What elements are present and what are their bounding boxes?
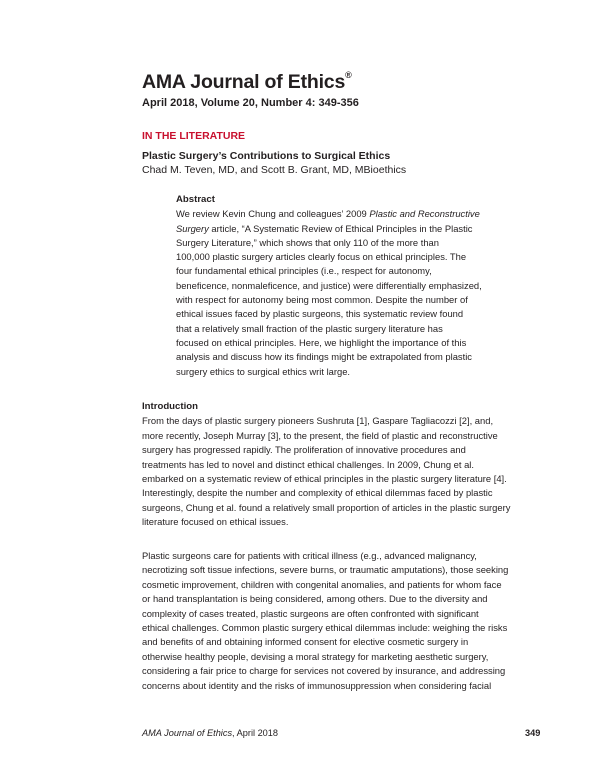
abstract-line: with respect for autonomy being most common. Despite the number of — [176, 294, 468, 306]
abstract-line — [176, 207, 536, 221]
body-line: or hand transplantation is being considered, among others. Due to the diversity and — [142, 593, 488, 605]
body-line: treatments has led to novel and distinct ethical challenges. In 2009, Chung et al. — [142, 458, 474, 470]
abstract-journal-italic-2: Surgery — [176, 222, 209, 234]
article-title: Plastic Surgery’s Contributions to Surgical Ethics — [142, 150, 391, 162]
body-line: Interestingly, despite the number and complexity of ethical dilemmas faced by plastic — [142, 487, 493, 499]
page-number: 349 — [525, 728, 541, 738]
abstract-line: analysis and discuss how its findings might be extrapolated from plastic — [176, 351, 472, 363]
journal-title-text: AMA Journal of Ethics — [142, 71, 346, 93]
abstract-line — [176, 222, 536, 236]
body-line: necrotizing soft tissue infections, severe burns, or traumatic amputations), those seeking — [142, 564, 509, 576]
abstract — [176, 193, 536, 379]
body-line: ethical challenges. Common plastic surgery ethical dilemmas include: weighing the risks — [142, 622, 508, 634]
body-line: surgery has progressed rapidly. The proliferation of innovative procedures and — [142, 444, 466, 456]
abstract-line: beneficence, nonmaleficence, and justice) were differentially emphasized, — [176, 279, 482, 291]
body-line: Plastic surgeons care for patients with critical illness (e.g., advanced malignancy, — [142, 550, 477, 561]
page-footer — [142, 728, 278, 738]
body-line: and benefits of and obtaining informed consent for elective cosmetic surgery in — [142, 636, 469, 648]
body-paragraph-2 — [142, 549, 552, 693]
introduction-section — [142, 400, 552, 530]
abstract-line2-text: article, “A Systematic Review of Ethical Principles in the Plastic — [208, 222, 473, 234]
introduction-heading: Introduction — [142, 401, 198, 412]
footer-journal: AMA Journal of Ethics — [142, 728, 233, 738]
body-line: otherwise healthy people, devising a moral strategy for marketing aesthetic surgery, — [142, 650, 489, 662]
body-line: surgeons, Chung et al. found a relatively small proportion of articles in the plastic surgery — [142, 501, 511, 513]
body-line: From the days of plastic surgery pioneers Sushruta [1], Gaspare Tagliacozzi [2], and, — [142, 415, 494, 427]
body-line: more recently, Joseph Murray [3], to the present, the field of plastic and reconstructive — [142, 429, 498, 441]
abstract-line: four fundamental ethical principles (i.e., respect for autonomy, — [176, 265, 432, 277]
issue-line: April 2018, Volume 20, Number 4: 349-356 — [142, 97, 359, 109]
article-authors: Chad M. Teven, MD, and Scott B. Grant, MD, MBioethics — [142, 164, 407, 176]
abstract-line: that a relatively small fraction of the plastic surgery literature has — [176, 322, 443, 334]
body-line: literature focused on ethical issues. — [142, 516, 289, 528]
abstract-heading: Abstract — [176, 194, 215, 205]
abstract-line1-text: We review Kevin Chung and colleagues’ 2009 — [176, 208, 370, 220]
body-line: complexity of cases treated, plastic surgeons are often confronted with significant — [142, 607, 479, 619]
body-line: cosmetic improvement, children with congenital anomalies, and patients for whom face — [142, 578, 502, 590]
body-line: concerns about identity and the risks of immunosuppression when considering facial — [142, 679, 492, 691]
abstract-line: 100,000 plastic surgery articles clearly focus on ethical principles. The — [176, 251, 467, 263]
body-line: embarked on a systematic review of ethical principles in the plastic surgery literature [4]. — [142, 473, 507, 485]
footer-date: , April 2018 — [232, 728, 279, 738]
body-line: considering a fair price to charge for services not covered by insurance, and addressing — [142, 665, 506, 677]
abstract-line: Surgery Literature,” which shows that only 110 of the more than — [176, 236, 439, 248]
abstract-journal-italic: Plastic and Reconstructive — [369, 208, 480, 220]
abstract-line: ethical issues faced by plastic surgeons, this systematic review found — [176, 308, 464, 320]
journal-title — [142, 71, 352, 94]
abstract-line: surgery ethics to surgical ethics writ large. — [176, 365, 351, 377]
registered-mark: ® — [345, 70, 352, 80]
abstract-line: focused on ethical principles. Here, we highlight the importance of this — [176, 336, 467, 348]
section-label: IN THE LITERATURE — [142, 130, 246, 142]
